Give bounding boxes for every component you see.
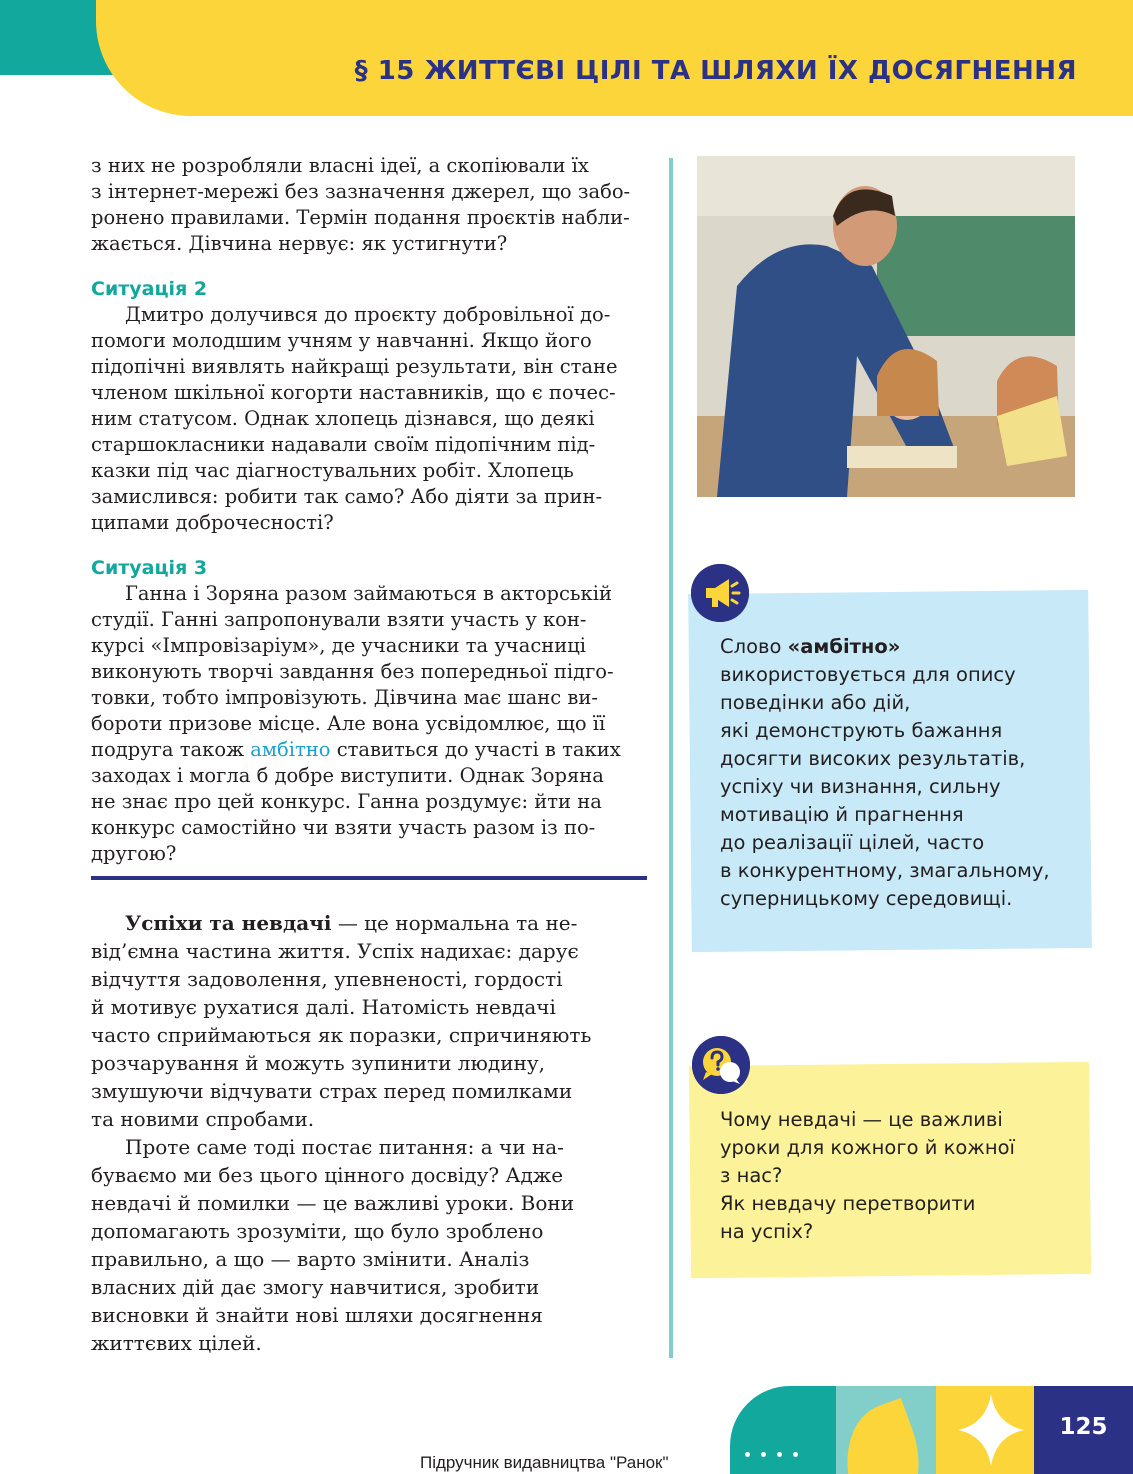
text-line: використовується для опису	[720, 663, 1016, 686]
text-line: Чому невдачі — це важливі	[720, 1108, 1003, 1131]
situation-3	[91, 555, 647, 867]
text-line: членом шкільної когорти наставників, що є почес-	[91, 381, 616, 404]
text-line: другою?	[91, 842, 177, 865]
text-fragment: Слово	[720, 635, 788, 658]
text-line: від’ємна частина життя. Успіх надихає: дарує	[91, 939, 579, 963]
text-line: буваємо ми без цього цінного досвіду? Адже	[91, 1163, 564, 1187]
text-line: змушуючи відчувати страх перед помилками	[91, 1079, 573, 1103]
text-line: Дмитро долучився до проєкту добровільної до-	[125, 303, 611, 326]
text-line: Ганна і Зоряна разом займаються в акторській	[125, 582, 612, 605]
text-line: помоги молодшим учням у навчанні. Якщо його	[91, 329, 592, 352]
text-line: допомагають зрозуміти, що було зроблено	[91, 1219, 544, 1243]
text-line: життєвих цілей.	[91, 1331, 262, 1355]
text-line: виконують творчі завдання без попередньої підго-	[91, 660, 614, 683]
dot	[745, 1452, 750, 1457]
text-line: з інтернет-мережі без зазначення джерел, що забо-	[91, 180, 631, 203]
text-line: ним статусом. Однак хлопець дізнався, що деякі	[91, 407, 595, 430]
text-line: ронено правилами. Термін подання проєктів набли-	[91, 206, 630, 229]
text-line: товки, тобто імпровізують. Дівчина має шанс ви-	[91, 686, 598, 709]
text-line: бороти призове місце. Але вона усвідомлює, що її	[91, 712, 606, 735]
text-line: висновки й знайти нові шляхи досягнення	[91, 1303, 543, 1327]
text-fragment: — це нормальна та не-	[331, 911, 578, 935]
leaf-shape	[836, 1398, 936, 1474]
text-line: на успіх?	[720, 1220, 814, 1243]
footer-dots	[745, 1452, 798, 1457]
sparkle-icon	[936, 1386, 1034, 1474]
page-title: § 15 ЖИТТЄВІ ЦІЛІ ТА ШЛЯХИ ЇХ ДОСЯГНЕННЯ	[354, 56, 1077, 86]
classroom-photo	[697, 156, 1075, 497]
question-text	[720, 1106, 1015, 1246]
text-line: успіху чи визнання, сильну	[720, 775, 1001, 798]
footer-decoration-star	[936, 1386, 1034, 1474]
term-ambitno-link[interactable]: амбітно	[250, 738, 331, 761]
body-text	[91, 909, 647, 1357]
text-line: мотивацію й прагнення	[720, 803, 964, 826]
text-line: Як невдачу перетворити	[720, 1192, 976, 1215]
bold-term: «амбітно»	[787, 635, 901, 658]
situation-2-title: Ситуація 2	[91, 278, 208, 300]
situation-2	[91, 276, 647, 536]
text-line: казки під час діагностувальних робіт. Хлопець	[91, 459, 574, 482]
text-line: ципами доброчесності?	[91, 511, 334, 534]
text-line: не знає про цей конкурс. Ганна роздумує: йти на	[91, 790, 602, 813]
footer-decoration-leaf	[836, 1386, 936, 1474]
text-line: Проте саме тоді постає питання: а чи на-	[125, 1135, 564, 1159]
text-fragment: ставиться до участі в таких	[330, 738, 621, 761]
text-line: з них не розробляли власні ідеї, а скопіювали їх	[91, 154, 589, 177]
text-line: студії. Ганні запропонували взяти участь у кон-	[91, 608, 587, 631]
bold-term: Успіхи та невдачі	[125, 911, 332, 935]
text-line: суперницькому середовищі.	[720, 887, 1013, 910]
text-line: підопічні виявлять найкращі результати, він стане	[91, 355, 618, 378]
text-line: замислився: робити так само? Або діяти за прин-	[91, 485, 603, 508]
page-number: 125	[1059, 1414, 1108, 1440]
footer-decoration-teal	[730, 1386, 840, 1474]
text-line: поведінки або дій,	[720, 691, 911, 714]
text-line: розчарування й можуть зупинити людину,	[91, 1051, 546, 1075]
dot	[793, 1452, 798, 1457]
text-line: й мотивує рухатися далі. Натомість невдачі	[91, 995, 556, 1019]
text-line: які демонструють бажання	[720, 719, 1003, 742]
text-line: уроки для кожного й кожної	[720, 1136, 1015, 1159]
text-line: курсі «Імпровізаріум», де учасники та учасниці	[91, 634, 587, 657]
section-divider	[91, 876, 647, 880]
text-line: правильно, а що — варто змінити. Аналіз	[91, 1247, 530, 1271]
situation-3-title: Ситуація 3	[91, 557, 208, 579]
text-line: заходах і могла б добре виступити. Однак Зоряна	[91, 764, 604, 787]
dot	[761, 1452, 766, 1457]
intro-paragraph	[91, 153, 647, 257]
text-line: невдачі й помилки — це важливі уроки. Вони	[91, 1191, 575, 1215]
question-chat-icon	[692, 1036, 750, 1094]
text-line: жається. Дівчина нервує: як устигнути?	[91, 232, 508, 255]
text-line: власних дій дає змогу навчитися, зробити	[91, 1275, 540, 1299]
page-number-box	[1034, 1386, 1133, 1474]
text-line: конкурс самостійно чи взяти участь разом із по-	[91, 816, 596, 839]
text-line: в конкурентному, змагальному,	[720, 859, 1050, 882]
megaphone-icon	[691, 564, 749, 622]
text-line: досягти високих результатів,	[720, 747, 1026, 770]
text-line: та новими спробами.	[91, 1107, 315, 1131]
text-line	[720, 633, 1050, 661]
text-line-with-term	[91, 737, 647, 763]
publisher-note: Підручник видавництва "Ранок"	[420, 1453, 669, 1472]
column-divider	[669, 158, 673, 1358]
text-line: часто сприймаються як поразки, спричиняють	[91, 1023, 592, 1047]
text-line: з нас?	[720, 1164, 783, 1187]
text-fragment: подруга також	[91, 738, 251, 761]
definition-text	[720, 633, 1050, 913]
dot	[777, 1452, 782, 1457]
text-line: відчуття задоволення, упевненості, гордості	[91, 967, 563, 991]
text-line	[91, 909, 647, 937]
text-line: старшокласники надавали своїм підопічним під-	[91, 433, 596, 456]
text-line: до реалізації цілей, часто	[720, 831, 985, 854]
